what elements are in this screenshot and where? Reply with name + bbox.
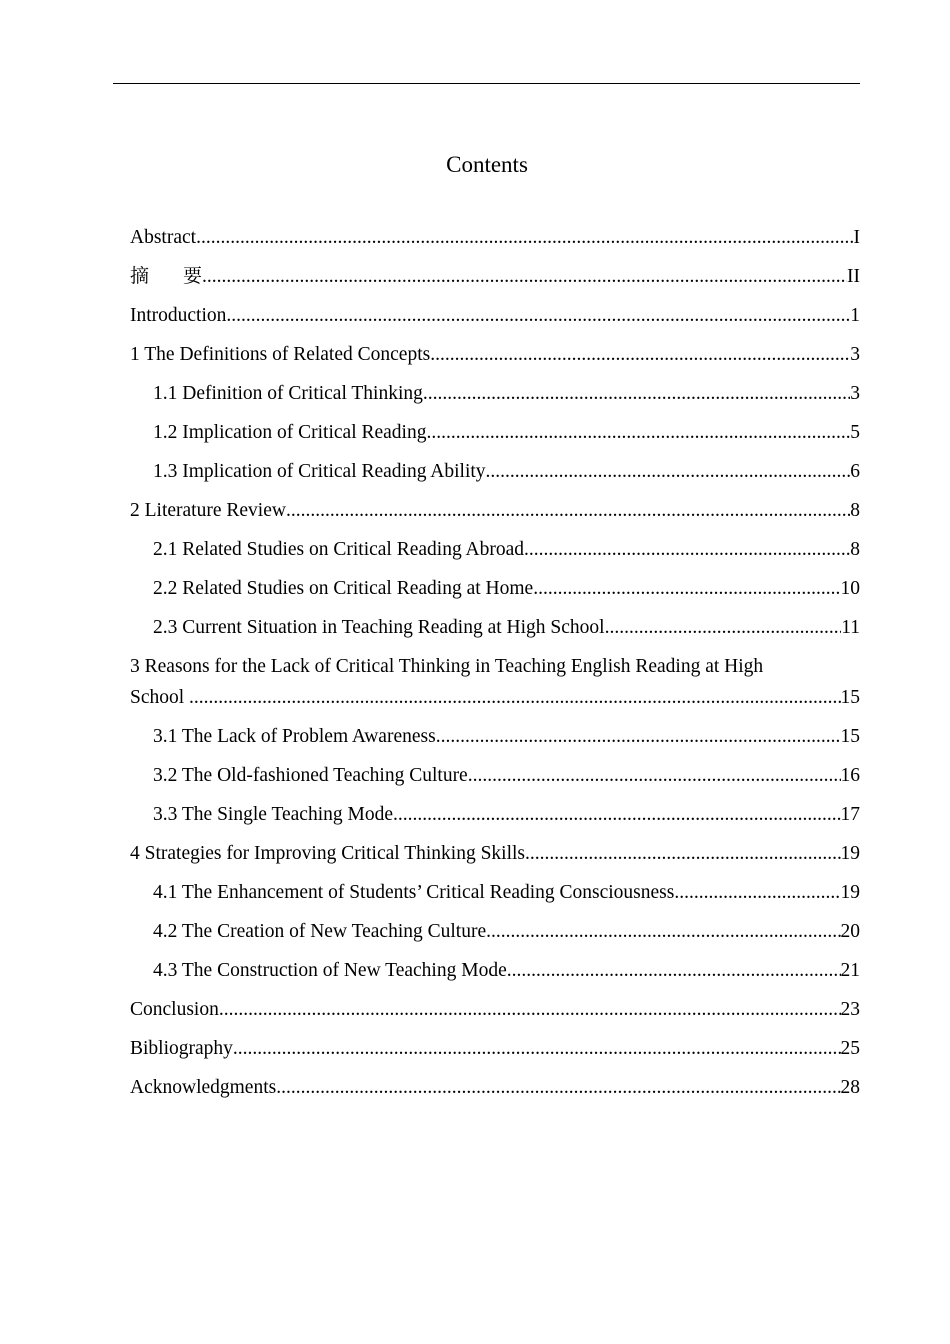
dot-leader (233, 1033, 841, 1064)
toc-entry-page: 17 (840, 804, 860, 825)
toc-entry-page: 19 (840, 843, 860, 864)
dot-leader (189, 682, 840, 713)
toc-entry-page: 23 (840, 999, 860, 1020)
toc-entry-section-1-1[interactable] (130, 378, 860, 417)
toc-entry-page: 11 (841, 617, 860, 638)
toc-entry-page: 3 (850, 383, 860, 404)
toc-entry-page: 15 (840, 726, 860, 747)
toc-entry-label: 3.3 The Single Teaching Mode (153, 804, 393, 825)
dot-leader (426, 417, 850, 448)
dot-leader (525, 838, 840, 869)
toc-entry-page: 8 (850, 539, 860, 560)
toc-entry-label: 1.1 Definition of Critical Thinking (153, 383, 423, 404)
page-title: Contents (446, 152, 528, 177)
toc-entry-label: 3.1 The Lack of Problem Awareness (153, 726, 436, 747)
toc-entry-page: 6 (850, 461, 860, 482)
toc-entry-page: 21 (840, 960, 860, 981)
toc-entry-label: Abstract (130, 227, 197, 248)
dot-leader (393, 799, 841, 830)
toc-entry-introduction[interactable] (130, 300, 860, 339)
toc-entry-section-4-2[interactable] (130, 916, 860, 955)
dot-leader (468, 760, 841, 791)
toc-entry-page: 16 (840, 765, 860, 786)
toc-entry-page: 10 (840, 578, 860, 599)
toc-entry-section-2-1[interactable] (130, 534, 860, 573)
toc-entry-section-1-3[interactable] (130, 456, 860, 495)
toc-entry-label: 1.3 Implication of Critical Reading Ability (153, 461, 486, 482)
dot-leader (436, 721, 841, 752)
toc-entry-chapter-2[interactable] (130, 495, 860, 534)
toc-entry-label-line1: 3 Reasons for the Lack of Critical Thinking in Teaching English Reading at High (130, 656, 764, 677)
dot-leader (219, 994, 841, 1025)
dot-leader (196, 222, 853, 253)
toc-entry-acknowledgments[interactable] (130, 1072, 860, 1111)
dot-leader (533, 573, 840, 604)
dot-leader (276, 1072, 840, 1103)
toc-entry-label: 2.2 Related Studies on Critical Reading at Home (153, 578, 534, 599)
toc-entry-page: 3 (850, 344, 860, 365)
toc-entry-page: 20 (840, 921, 860, 942)
toc-entry-label: 2.1 Related Studies on Critical Reading Abroad (153, 539, 524, 560)
dot-leader (430, 339, 850, 370)
toc-entry-page: 1 (850, 305, 860, 326)
toc-entry-page: II (847, 266, 860, 287)
toc-entry-label: Acknowledgments (130, 1077, 277, 1098)
toc-entry-label: 4.2 The Creation of New Teaching Culture (153, 921, 487, 942)
toc-entry-label: 1 The Definitions of Related Concepts (130, 344, 431, 365)
toc-entry-label: 摘 要 (130, 265, 203, 287)
toc-entry-label: 4.3 The Construction of New Teaching Mode (153, 960, 507, 981)
toc-entry-section-4-1[interactable] (130, 877, 860, 916)
toc-entry-label: 3.2 The Old-fashioned Teaching Culture (153, 765, 468, 786)
toc-entry-page: I (853, 227, 860, 248)
toc-entry-section-2-3[interactable] (130, 612, 860, 651)
toc-entry-page: 28 (840, 1077, 860, 1098)
dot-leader (486, 916, 840, 947)
toc-entry-section-3-2[interactable] (130, 760, 860, 799)
dot-leader (286, 495, 850, 526)
toc-entry-label: 4.1 The Enhancement of Students’ Critical Reading Consciousness (153, 882, 675, 903)
toc-entry-section-3-1[interactable] (130, 721, 860, 760)
toc-entry-page: 15 (840, 687, 860, 708)
toc-entry-label: Conclusion (130, 999, 219, 1020)
toc-entry-label: Introduction (130, 305, 227, 326)
toc-entry-section-4-3[interactable] (130, 955, 860, 994)
dot-leader (486, 456, 851, 487)
dot-leader (423, 378, 850, 409)
toc-entry-label: 2 Literature Review (130, 500, 286, 521)
toc-entry-label: 4 Strategies for Improving Critical Thinking Skills (130, 843, 526, 864)
toc-entry-bibliography[interactable] (130, 1033, 860, 1072)
dot-leader (605, 612, 842, 643)
dot-leader (507, 955, 841, 986)
toc-entry-chapter-4[interactable] (130, 838, 860, 877)
dot-leader (524, 534, 850, 565)
toc-entry-chapter-1[interactable] (130, 339, 860, 378)
toc-entry-label: Bibliography (130, 1038, 233, 1059)
toc-entry-abstract[interactable] (130, 222, 860, 261)
toc-entry-page: 5 (850, 422, 860, 443)
dot-leader (226, 300, 850, 331)
table-of-contents (130, 222, 860, 1111)
toc-entry-line2 (130, 682, 860, 721)
header-rule (113, 83, 860, 84)
toc-entry-section-1-2[interactable] (130, 417, 860, 456)
toc-entry-section-2-2[interactable] (130, 573, 860, 612)
toc-entry-label-line2: School (130, 687, 190, 708)
toc-entry-page: 19 (840, 882, 860, 903)
toc-entry-chapter-3[interactable] (130, 651, 860, 721)
toc-entry-label: 1.2 Implication of Critical Reading (153, 422, 427, 443)
toc-entry-chinese-abstract[interactable] (130, 261, 860, 300)
dot-leader (202, 261, 847, 292)
toc-entry-label: 2.3 Current Situation in Teaching Reading at High School (153, 617, 605, 638)
toc-entry-section-3-3[interactable] (130, 799, 860, 838)
dot-leader (674, 877, 840, 908)
toc-entry-page: 25 (840, 1038, 860, 1059)
toc-entry-page: 8 (850, 500, 860, 521)
toc-entry-conclusion[interactable] (130, 994, 860, 1033)
